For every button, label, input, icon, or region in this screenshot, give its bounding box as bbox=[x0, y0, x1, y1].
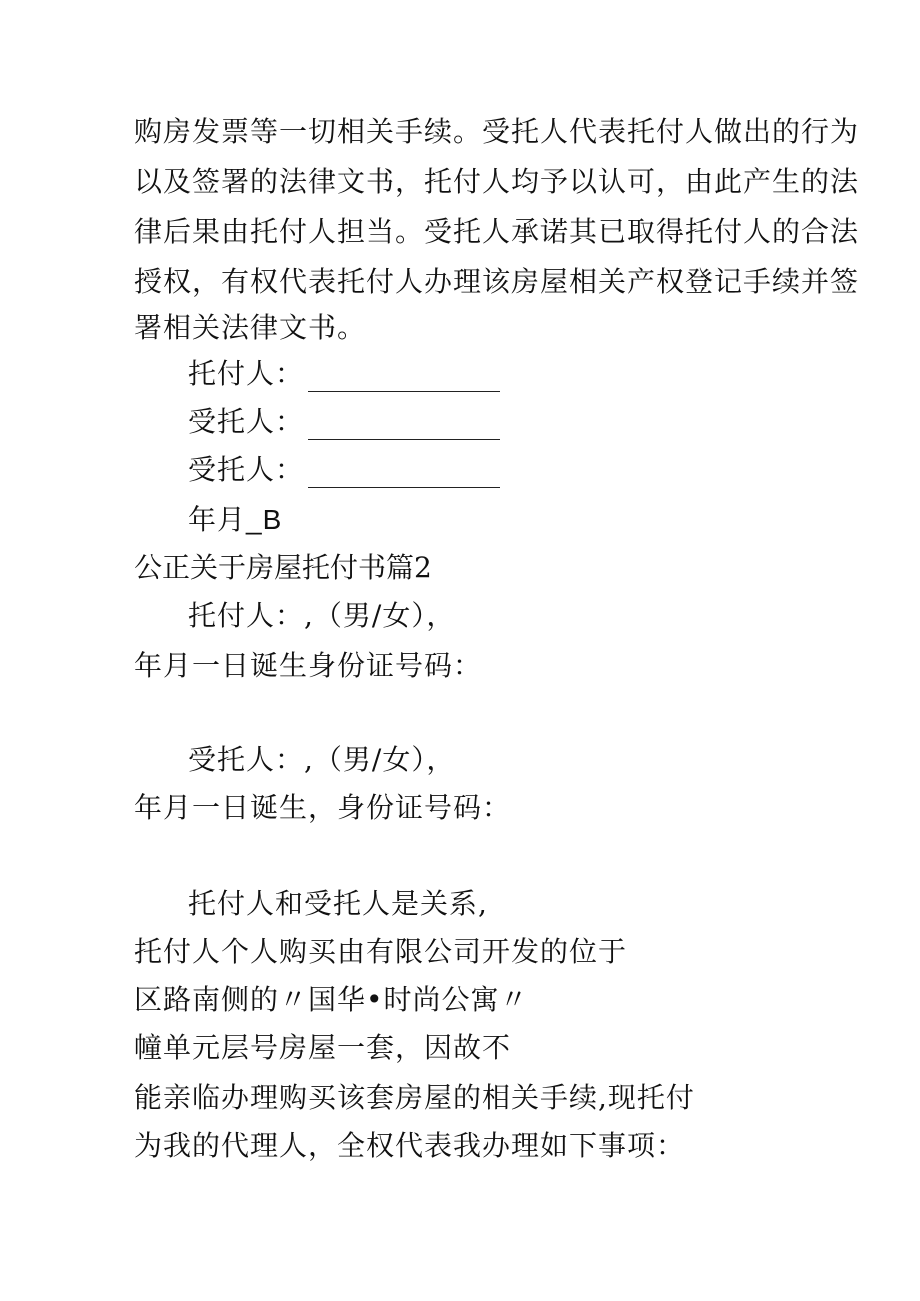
agent2-signature-row bbox=[188, 452, 500, 488]
paragraph-line: 律后果由托付人担当。受托人承诺其已取得托付人的合法 bbox=[134, 215, 860, 248]
principal-signature-row bbox=[188, 356, 500, 392]
agent1-signature-blank bbox=[308, 415, 500, 440]
body-line: 为我的代理人，全权代表我办理如下事项： bbox=[134, 1129, 686, 1162]
paragraph-line: 授权，有权代表托付人办理该房屋相关产权登记手续并签 bbox=[134, 265, 860, 298]
relationship-line: 托付人和受托人是关系, bbox=[188, 887, 488, 920]
body-line: 区路南侧的〃国华•时尚公寓〃 bbox=[134, 983, 529, 1016]
paragraph-line: 署相关法律文书。 bbox=[134, 311, 367, 344]
body-line: 能亲临办理购买该套房屋的相关手续,现托付 bbox=[134, 1081, 695, 1114]
principal-label: 托付人： bbox=[188, 357, 305, 390]
agent-info-line: 受托人：,（男/女）， bbox=[188, 743, 456, 776]
agent1-label: 受托人： bbox=[188, 405, 305, 438]
principal-signature-blank bbox=[308, 367, 500, 392]
body-line: 托付人个人购买由有限公司开发的位于 bbox=[134, 935, 628, 968]
agent2-signature-blank bbox=[308, 463, 500, 488]
principal-info-line: 托付人：,（男/女）， bbox=[188, 599, 456, 632]
paragraph-line: 购房发票等一切相关手续。受托人代表托付人做出的行为 bbox=[134, 115, 860, 148]
date-line: 年月_B bbox=[188, 504, 283, 535]
section-title: 公正关于房屋托付书篇2 bbox=[134, 551, 432, 584]
principal-birth-id-line: 年月一日诞生身份证号码： bbox=[134, 649, 483, 682]
body-line: 幢单元层号房屋一套，因故不 bbox=[134, 1031, 512, 1064]
agent-birth-id-line: 年月一日诞生，身份证号码： bbox=[134, 791, 512, 824]
paragraph-line: 以及签署的法律文书，托付人均予以认可，由此产生的法 bbox=[134, 165, 860, 198]
agent1-signature-row bbox=[188, 404, 500, 440]
agent2-label: 受托人： bbox=[188, 453, 305, 486]
